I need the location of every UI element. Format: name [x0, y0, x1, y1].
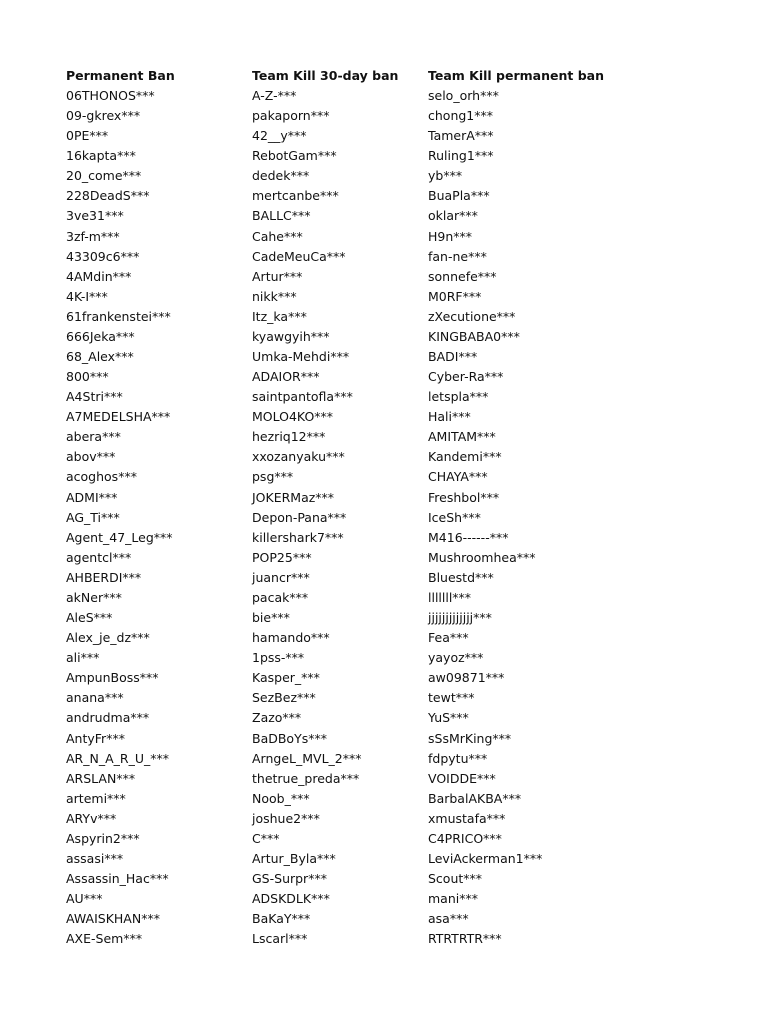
ban-entry: mani***	[428, 891, 478, 907]
ban-entry: MOLO4KO***	[252, 409, 334, 425]
ban-entry: psg***	[252, 469, 294, 485]
ban-entry: 16kapta***	[66, 148, 136, 164]
ban-entry: AG_Ti***	[66, 509, 120, 525]
ban-entry: Scout***	[428, 871, 483, 887]
ban-entry: ARYv***	[66, 810, 117, 826]
ban-entry: RTRTRTR***	[428, 931, 502, 947]
ban-entry: acoghos***	[66, 469, 137, 485]
ban-entry: AntyFr***	[66, 730, 125, 746]
ban-entry: pakaporn***	[252, 108, 330, 124]
permanent-ban-list	[66, 86, 246, 949]
ban-entry: lllllll***	[428, 589, 472, 605]
ban-entry: A4Stri***	[66, 389, 123, 405]
ban-entry: AWAISKHAN***	[66, 911, 160, 927]
ban-entry: Alex_je_dz***	[66, 630, 150, 646]
ban-entry: BaKaY***	[252, 911, 311, 927]
ban-entry: ARSLAN***	[66, 770, 136, 786]
ban-entry: VOIDDE***	[428, 770, 496, 786]
ban-entry: RebotGam***	[252, 148, 337, 164]
ban-entry: 06THONOS***	[66, 88, 155, 103]
ban-entry: 228DeadS***	[66, 188, 150, 204]
ban-entry: Aspyrin2***	[66, 830, 140, 846]
ban-entry: sSsMrKing***	[428, 730, 512, 746]
ban-entry: yb***	[428, 168, 463, 184]
ban-entry: AXE-Sem***	[66, 931, 143, 947]
ban-entry: CadeMeuCa***	[252, 248, 346, 264]
ban-entry: dedek***	[252, 168, 310, 184]
ban-entry: ADSKDLK***	[252, 891, 330, 907]
ban-entry: bie***	[252, 610, 290, 626]
ban-entry: Agent_47_Leg***	[66, 529, 173, 545]
ban-entry: AR_N_A_R_U_***	[66, 750, 169, 766]
ban-entry: Artur_Byla***	[252, 850, 336, 866]
ban-entry: 61frankenstei***	[66, 308, 171, 324]
ban-entry: assasi***	[66, 850, 124, 866]
ban-entry: Bluestd***	[428, 569, 494, 585]
ban-entry: ali***	[66, 650, 100, 666]
ban-entry: Freshbol***	[428, 489, 500, 505]
ban-entry: Cyber-Ra***	[428, 369, 504, 385]
ban-entry: andrudma***	[66, 710, 150, 726]
ban-entry: Cahe***	[252, 228, 303, 244]
ban-entry: Ruling1***	[428, 148, 494, 164]
ban-entry: 09-gkrex***	[66, 108, 141, 124]
ban-entry: ADAIOR***	[252, 369, 320, 385]
ban-entry: juancr***	[252, 569, 310, 585]
ban-entry: POP25***	[252, 549, 312, 565]
ban-entry: selo_orh***	[428, 88, 499, 103]
ban-entry: zXecutione***	[428, 308, 516, 324]
ban-entry: 43309c6***	[66, 248, 140, 264]
ban-entry: SezBez***	[252, 690, 316, 706]
ban-entry: BADI***	[428, 349, 478, 365]
ban-entry: mertcanbe***	[252, 188, 339, 204]
ban-entry: thetrue_preda***	[252, 770, 360, 786]
ban-entry: Itz_ka***	[252, 308, 307, 324]
ban-entry: 1pss-***	[252, 650, 305, 666]
ban-entry: 42__y***	[252, 128, 307, 144]
ban-entry: artemi***	[66, 790, 126, 806]
ban-entry: BaDBoYs***	[252, 730, 327, 746]
team-kill-permanent-ban-header: Team Kill permanent ban	[428, 68, 604, 83]
ban-entry: M416------***	[428, 529, 509, 545]
ban-entry: Mushroomhea***	[428, 549, 536, 565]
ban-entry: Artur***	[252, 268, 303, 284]
ban-entry: kyawgyih***	[252, 328, 330, 344]
ban-entry: TamerA***	[428, 128, 494, 144]
ban-entry: GS-Surpr***	[252, 871, 327, 887]
ban-entry: anana***	[66, 690, 124, 706]
ban-entry: yayoz***	[428, 650, 484, 666]
ban-entry: H9n***	[428, 228, 473, 244]
ban-entry: CHAYA***	[428, 469, 488, 485]
ban-entry: IceSh***	[428, 509, 481, 525]
ban-entry: fdpytu***	[428, 750, 488, 766]
ban-entry: fan-ne***	[428, 248, 487, 264]
team-kill-permanent-ban-list	[428, 86, 628, 949]
ban-entry: Noob_***	[252, 790, 310, 806]
ban-entry: 20_come***	[66, 168, 142, 184]
ban-entry: 68_Alex***	[66, 349, 134, 365]
ban-entry: M0RF***	[428, 288, 482, 304]
ban-entry: abera***	[66, 429, 121, 445]
ban-entry: AmpunBoss***	[66, 670, 159, 686]
ban-entry: BuaPla***	[428, 188, 490, 204]
ban-entry: 3zf-m***	[66, 228, 120, 244]
ban-entry: KINGBABA0***	[428, 328, 520, 344]
ban-entry: nikk***	[252, 288, 297, 304]
ban-entry: jjjjjjjjjjjjj***	[428, 610, 492, 626]
ban-entry: 0PE***	[66, 128, 109, 144]
ban-entry: oklar***	[428, 208, 478, 224]
ban-entry: 666Jeka***	[66, 328, 135, 344]
ban-entry: Hali***	[428, 409, 471, 425]
ban-entry: 800***	[66, 369, 109, 385]
ban-entry: Lscarl***	[252, 931, 308, 947]
ban-entry: BALLC***	[252, 208, 311, 224]
ban-entry: LeviAckerman1***	[428, 850, 543, 866]
ban-entry: hezriq12***	[252, 429, 326, 445]
ban-entry: A-Z-***	[252, 88, 297, 103]
ban-entry: hamando***	[252, 630, 330, 646]
team-kill-30-day-ban-header: Team Kill 30-day ban	[252, 68, 399, 83]
ban-entry: abov***	[66, 449, 116, 465]
ban-entry: sonnefe***	[428, 268, 497, 284]
team-kill-30-day-ban-column	[252, 66, 422, 949]
ban-entry: Depon-Pana***	[252, 509, 347, 525]
ban-entry: ADMI***	[66, 489, 118, 505]
ban-entry: killershark7***	[252, 529, 344, 545]
ban-entry: 4AMdin***	[66, 268, 132, 284]
ban-entry: tewt***	[428, 690, 475, 706]
ban-entry: AU***	[66, 891, 103, 907]
ban-entry: xmustafa***	[428, 810, 506, 826]
ban-entry: asa***	[428, 911, 469, 927]
ban-entry: 4K-I***	[66, 288, 108, 304]
team-kill-permanent-ban-column	[428, 66, 628, 949]
ban-entry: Fea***	[428, 630, 469, 646]
team-kill-30-day-ban-list	[252, 86, 422, 949]
ban-entry: Kandemi***	[428, 449, 502, 465]
ban-entry: Assassin_Hac***	[66, 871, 169, 887]
ban-entry: C***	[252, 830, 280, 846]
ban-entry: Kasper_***	[252, 670, 320, 686]
ban-entry: 3ve31***	[66, 208, 124, 224]
ban-entry: BarbalAKBA***	[428, 790, 522, 806]
ban-entry: akNer***	[66, 589, 122, 605]
ban-entry: chong1***	[428, 108, 494, 124]
ban-entry: Umka-Mehdi***	[252, 349, 350, 365]
ban-entry: joshue2***	[252, 810, 320, 826]
ban-entry: C4PRICO***	[428, 830, 502, 846]
ban-entry: A7MEDELSHA***	[66, 409, 171, 425]
ban-entry: saintpantofla***	[252, 389, 353, 405]
permanent-ban-header: Permanent Ban	[66, 68, 175, 83]
permanent-ban-column	[66, 66, 246, 949]
ban-entry: xxozanyaku***	[252, 449, 345, 465]
ban-entry: pacak***	[252, 589, 309, 605]
ban-entry: letspla***	[428, 389, 489, 405]
ban-entry: ArngeL_MVL_2***	[252, 750, 362, 766]
ban-entry: AMITAM***	[428, 429, 496, 445]
ban-entry: agentcl***	[66, 549, 132, 565]
ban-entry: AleS***	[66, 610, 113, 626]
ban-entry: JOKERMaz***	[252, 489, 335, 505]
ban-entry: AHBERDI***	[66, 569, 142, 585]
ban-entry: YuS***	[428, 710, 469, 726]
ban-entry: aw09871***	[428, 670, 505, 686]
ban-entry: Zazo***	[252, 710, 302, 726]
